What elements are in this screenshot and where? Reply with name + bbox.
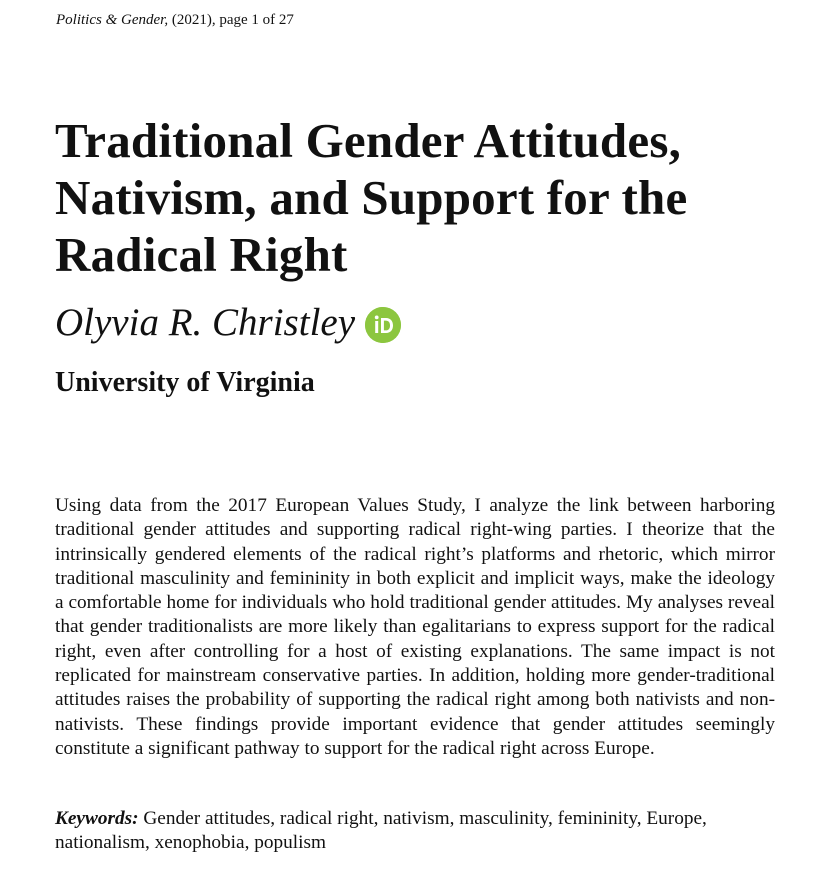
author-row	[55, 298, 401, 348]
orcid-icon[interactable]	[365, 307, 401, 343]
keywords-list: Gender attitudes, radical right, nativism, masculinity, femininity, Europe, nationalism, xenophobia, populism	[55, 808, 707, 854]
article-title: Traditional Gender Attitudes, Nativism, and Support for the Radical Right	[55, 113, 688, 282]
author-name: Olyvia R. Christley	[55, 301, 356, 344]
running-head	[56, 10, 294, 30]
orcid-icon-glyph	[365, 307, 401, 343]
page-info: (2021), page 1 of 27	[171, 12, 294, 28]
author-affiliation: University of Virginia	[55, 367, 315, 398]
journal-name: Politics & Gender,	[56, 12, 169, 28]
keywords-label: Keywords:	[55, 808, 139, 829]
abstract-text: Using data from the 2017 European Values Study, I analyze the link between harboring traditional gender attitudes and supporting radical right-wing parties. I theorize that the intrinsically gendered elements of the radical right’s platforms and rhetoric, which mirror traditional masculinity and femininity in both explicit and implicit ways, make the ideology a comfortable home for individuals who hold traditional gender attitudes. My analyses reveal that gender traditionalists are more likely than egalitarians to express support for the radical right, even after controlling for a host of existing explanations. The same impact is not replicated for mainstream conservative parties. In addition, holding more gender-traditional attitudes raises the probability of supporting the radical right among both nativists and non-nativists. These findings provide important evidence that gender attitudes seemingly constitute a significant pathway to support for the radical right across Europe.	[55, 495, 775, 759]
keywords	[55, 807, 775, 856]
